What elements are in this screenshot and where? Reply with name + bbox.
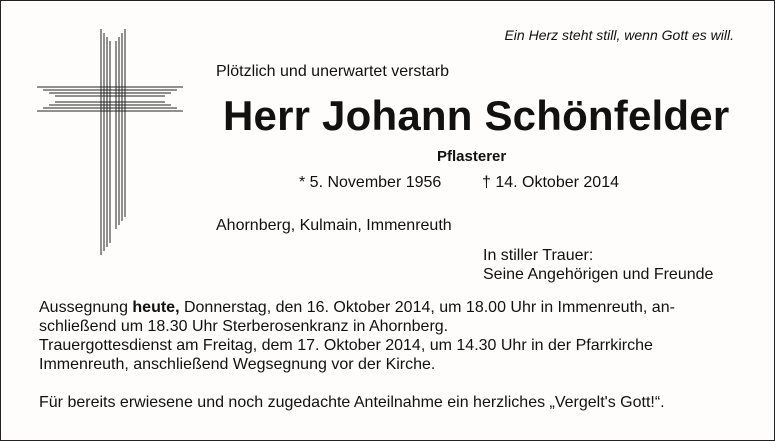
mourning-block: [483, 246, 713, 284]
service-line-3: Trauergottesdienst am Freitag, dem 17. Oktober 2014, um 14.30 Uhr in der Pfarrkirche: [39, 337, 653, 354]
cross-icon: [37, 29, 183, 255]
service-line-1-b: Donnerstag, den 16. Oktober 2014, um 18.00 Uhr in Immenreuth, an-: [179, 299, 675, 316]
service-line-2: schließend um 18.30 Uhr Sterberosenkranz in Ahornberg.: [39, 318, 449, 335]
service-line-1-bold: heute,: [132, 299, 180, 316]
mourning-line-1: In stiller Trauer:: [483, 247, 594, 264]
deceased-name: Herr Johann Schönfelder: [223, 92, 730, 139]
service-line-1: [39, 298, 739, 317]
service-line-1-a: Aussegnung: [39, 299, 133, 316]
service-line-4: Immenreuth, anschließend Wegsegnung vor der Kirche.: [39, 356, 436, 373]
mourning-line-2: Seine Angehörigen und Freunde: [483, 266, 714, 283]
occupation: Pflasterer: [437, 148, 507, 165]
birth-date: * 5. November 1956: [299, 174, 442, 191]
places: Ahornberg, Kulmain, Immenreuth: [216, 217, 452, 234]
motto: Ein Herz steht still, wenn Gott es will.: [504, 27, 734, 43]
services-block: [39, 298, 739, 374]
thanks-text: Für bereits erwiesene und noch zugedachte Anteilnahme ein herzliches „Vergelt's Gott!“.: [39, 394, 665, 411]
death-date: † 14. Oktober 2014: [482, 174, 619, 191]
intro-text: Plötzlich und unerwartet verstarb: [216, 63, 449, 80]
